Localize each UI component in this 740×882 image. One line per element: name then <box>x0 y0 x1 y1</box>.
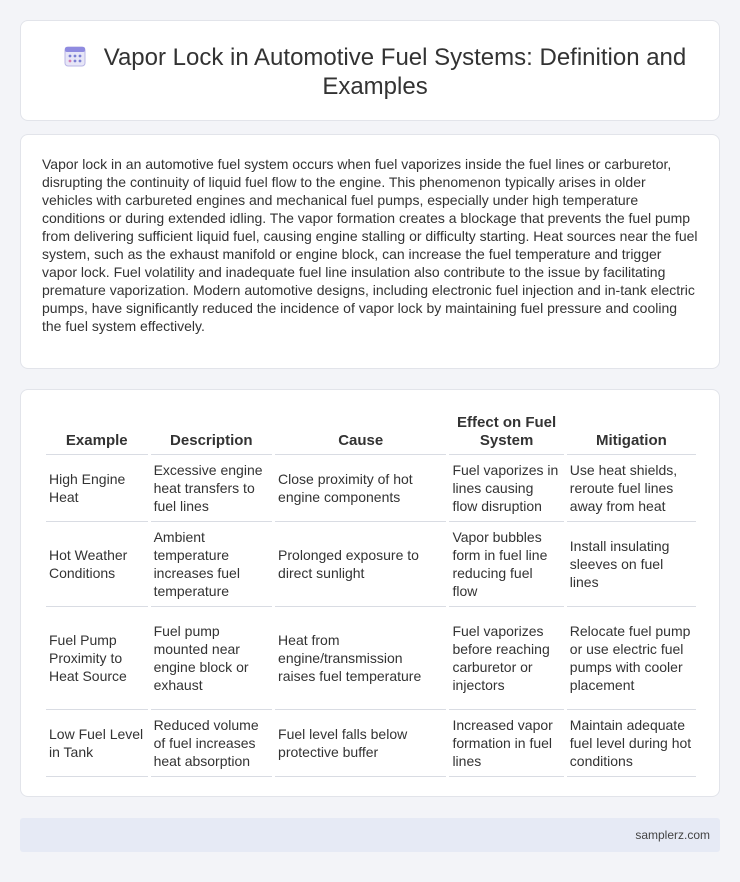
page-title-wrap <box>51 43 699 101</box>
cell-effect: Increased vapor formation in fuel lines <box>449 710 563 777</box>
header-example: Example <box>46 411 148 455</box>
page-title: Vapor Lock in Automotive Fuel Systems: Definition and Examples <box>103 44 687 100</box>
table-header-row <box>46 411 696 455</box>
table-row <box>46 522 696 607</box>
header-cause: Cause <box>275 411 446 455</box>
cell-mitigation: Relocate fuel pump or use electric fuel pumps with cooler placement <box>567 607 696 710</box>
header-description: Description <box>151 411 272 455</box>
header-effect: Effect on Fuel System <box>449 411 563 455</box>
cell-cause: Fuel level falls below protective buffer <box>275 710 446 777</box>
footer-bar <box>20 818 720 852</box>
examples-table <box>43 411 699 777</box>
cell-description: Excessive engine heat transfers to fuel lines <box>151 455 272 522</box>
cell-description: Ambient temperature increases fuel temperature <box>151 522 272 607</box>
cell-cause: Heat from engine/transmission raises fuel temperature <box>275 607 446 710</box>
cell-example: High Engine Heat <box>46 455 148 522</box>
cell-example: Fuel Pump Proximity to Heat Source <box>46 607 148 710</box>
table-card <box>20 389 720 797</box>
footer-site-link[interactable]: samplerz.com <box>635 828 710 842</box>
intro-paragraph: Vapor lock in an automotive fuel system occurs when fuel vaporizes inside the fuel lines or carburetor, disrupting the continuity of liquid fuel flow to the engine. This phenomenon typically arises in older vehicles with carbureted engines and mechanical fuel pumps, especially under high temperature conditions or during extended idling. The vapor formation creates a blockage that prevents the fuel pump from delivering sufficient liquid fuel, causing engine stalling or difficulty starting. Heat sources near the fuel system, such as the exhaust manifold or engine block, can increase the fuel temperature and trigger vapor lock. Fuel volatility and inadequate fuel line insulation also contribute to the issue by facilitating premature vaporization. Modern automotive designs, including electronic fuel injection and in-tank electric pumps, have significantly reduced the incidence of vapor lock by maintaining fuel pressure and cooling the fuel system effectively. <box>42 156 698 334</box>
table-row <box>46 710 696 777</box>
table-row <box>46 455 696 522</box>
cell-description: Fuel pump mounted near engine block or exhaust <box>151 607 272 710</box>
cell-cause: Close proximity of hot engine components <box>275 455 446 522</box>
cell-example: Low Fuel Level in Tank <box>46 710 148 777</box>
cell-mitigation: Install insulating sleeves on fuel lines <box>567 522 696 607</box>
cell-effect: Fuel vaporizes in lines causing flow disruption <box>449 455 563 522</box>
cell-example: Hot Weather Conditions <box>46 522 148 607</box>
cell-mitigation: Maintain adequate fuel level during hot conditions <box>567 710 696 777</box>
cell-description: Reduced volume of fuel increases heat absorption <box>151 710 272 777</box>
calendar-grid-icon <box>64 45 86 67</box>
header-mitigation: Mitigation <box>567 411 696 455</box>
cell-cause: Prolonged exposure to direct sunlight <box>275 522 446 607</box>
intro-card <box>20 134 720 369</box>
cell-effect: Fuel vaporizes before reaching carburetor or injectors <box>449 607 563 710</box>
table-row <box>46 607 696 710</box>
cell-mitigation: Use heat shields, reroute fuel lines away from heat <box>567 455 696 522</box>
title-card <box>20 20 720 121</box>
cell-effect: Vapor bubbles form in fuel line reducing fuel flow <box>449 522 563 607</box>
